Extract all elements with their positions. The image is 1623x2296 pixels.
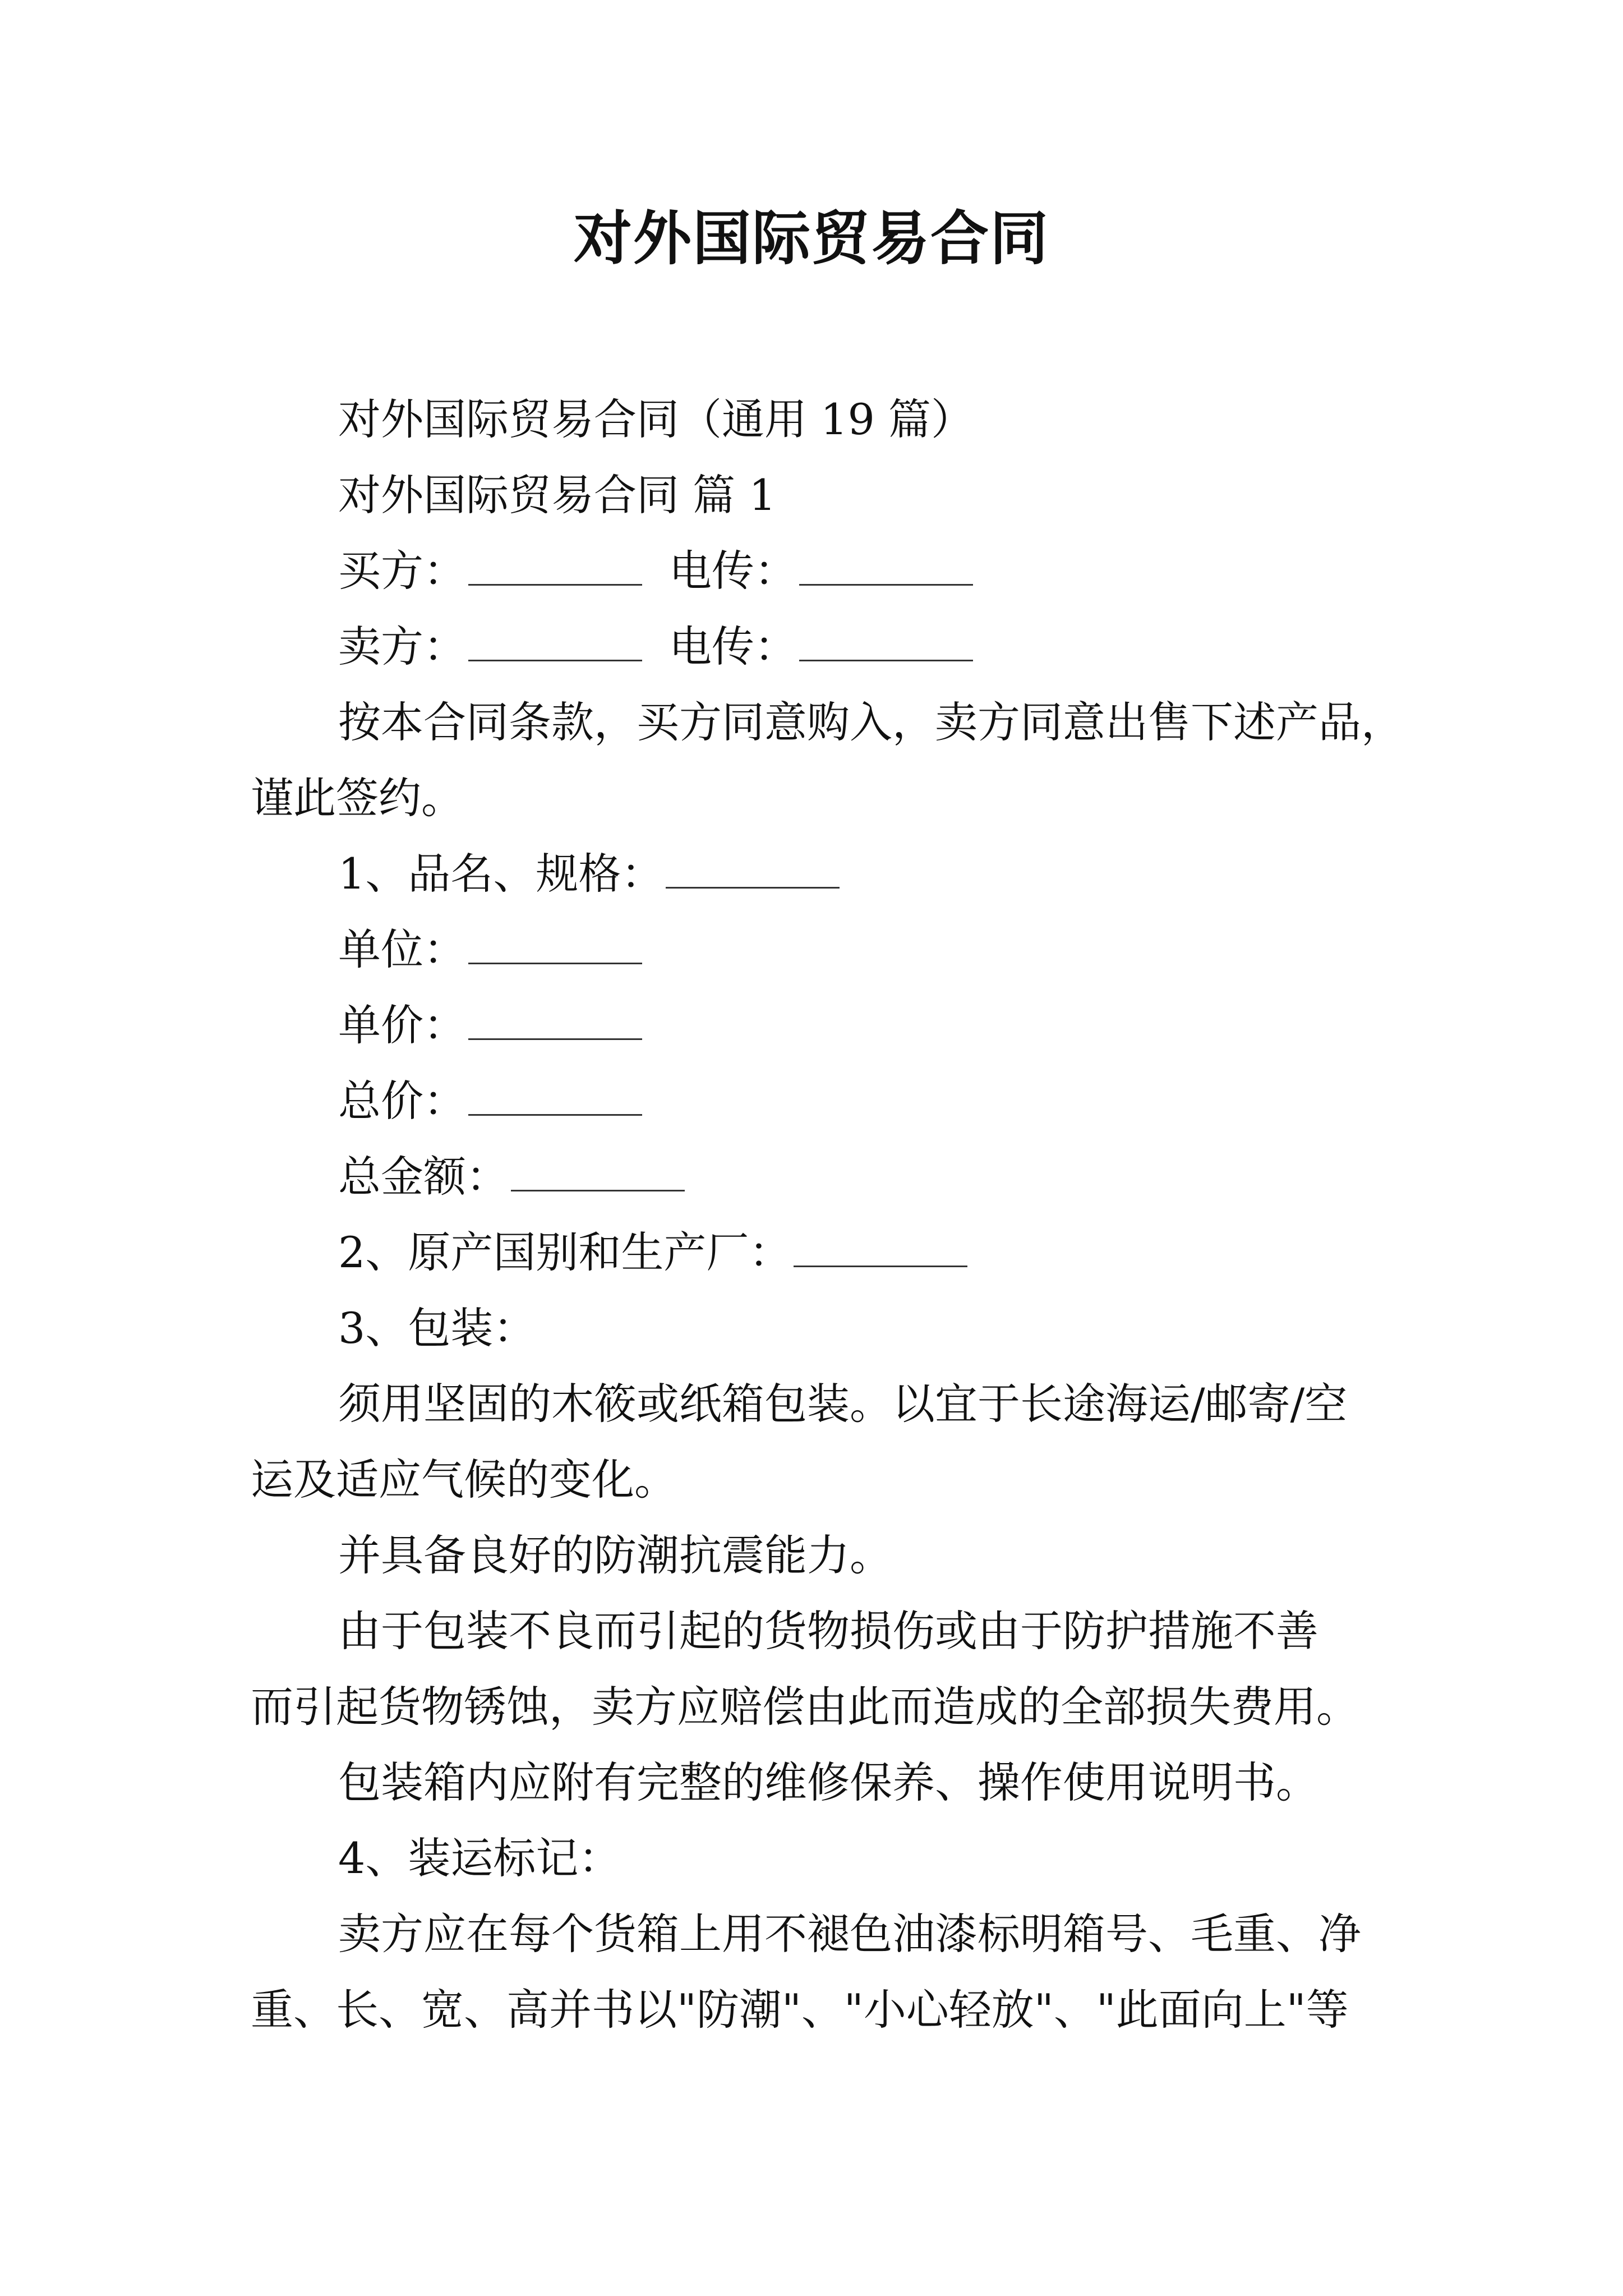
- damage-line-1: 由于包装不良而引起的货物损伤或由于防护措施不善: [338, 1606, 1318, 1656]
- total-amount-label: 总金额：: [338, 1152, 509, 1202]
- manual-line: 包装箱内应附有完整的维修保养、操作使用说明书。: [338, 1757, 1318, 1807]
- item2-label: 2、原产国别和生产厂：: [338, 1227, 792, 1277]
- seller-fax-blank: [799, 660, 973, 661]
- intro-line-2: 谨此签约。: [251, 773, 464, 823]
- item2-blank: [794, 1266, 967, 1267]
- unit-price-blank: [468, 1038, 642, 1040]
- document-body: [251, 381, 1404, 2047]
- seller-blank: [468, 660, 642, 661]
- item3-heading: 3、包装：: [338, 1303, 536, 1353]
- buyer-line: [251, 533, 1389, 609]
- total-price-blank: [468, 1114, 642, 1116]
- damage-line-2: 而引起货物锈蚀，卖方应赔偿由此而造成的全部损失费用。: [251, 1682, 1359, 1732]
- buyer-blank: [468, 584, 642, 586]
- total-price-label: 总价：: [338, 1076, 466, 1126]
- section-heading: 对外国际贸易合同 篇 1: [338, 470, 776, 520]
- intro-line-1: 按本合同条款，买方同意购入，卖方同意出售下述产品，: [338, 697, 1404, 747]
- item1-label: 1、品名、规格：: [338, 849, 664, 899]
- item1-blank: [666, 887, 840, 889]
- packing-line-3: 并具备良好的防潮抗震能力。: [338, 1530, 892, 1580]
- unit-blank: [468, 963, 642, 964]
- item2-line: [251, 1214, 1389, 1290]
- packing-line-1: 须用坚固的木筱或纸箱包装。以宜于长途海运/邮寄/空: [338, 1379, 1348, 1429]
- unit-label: 单位：: [338, 924, 466, 974]
- unit-line: [251, 912, 1389, 987]
- buyer-label: 买方：: [338, 546, 466, 596]
- subtitle: 对外国际贸易合同（通用 19 篇）: [338, 394, 974, 444]
- seller-line: [251, 609, 1389, 684]
- packing-line-2: 运及适应气候的变化。: [251, 1455, 677, 1504]
- total-price-line: [251, 1063, 1389, 1139]
- buyer-fax-label: 电传：: [669, 546, 797, 596]
- document-title: 对外国际贸易合同: [573, 204, 1049, 273]
- item1-line: [251, 836, 1389, 912]
- unit-price-line: [251, 987, 1389, 1063]
- marking-line-1: 卖方应在每个货箱上用不褪色油漆标明箱号、毛重、净: [338, 1909, 1361, 1959]
- item4-heading: 4、装运标记：: [338, 1833, 621, 1883]
- marking-line-2: 重、长、宽、高并书以"防潮"、"小心轻放"、"此面向上"等: [251, 1985, 1349, 2035]
- total-amount-line: [251, 1139, 1389, 1214]
- buyer-fax-blank: [799, 584, 973, 586]
- seller-label: 卖方：: [338, 622, 466, 671]
- total-amount-blank: [511, 1190, 685, 1191]
- unit-price-label: 单价：: [338, 1000, 466, 1050]
- seller-fax-label: 电传：: [669, 622, 797, 671]
